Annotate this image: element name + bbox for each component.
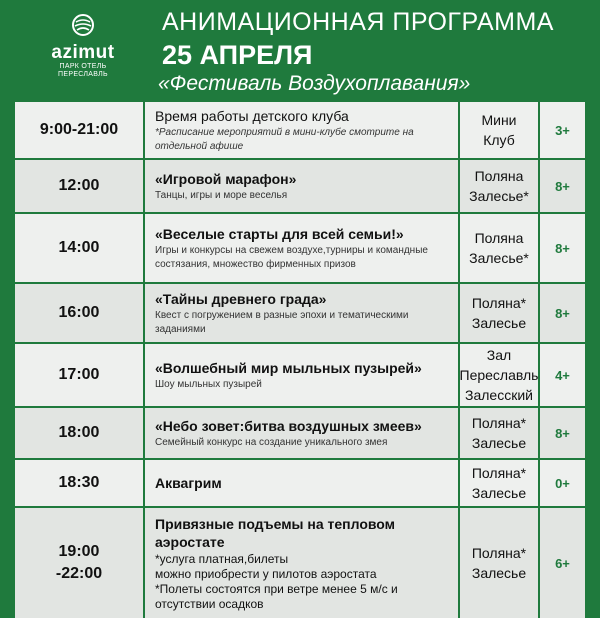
age-rating: 8+ bbox=[540, 284, 585, 342]
festival-name: «Фестиваль Воздухоплавания» bbox=[158, 72, 471, 95]
globe-logo-icon bbox=[72, 14, 94, 36]
event-time: 18:30 bbox=[15, 460, 145, 506]
age-rating: 3+ bbox=[540, 102, 585, 158]
event-subtitle: Семейный конкурс на создание уникального змея bbox=[155, 436, 388, 448]
event-title: «Небо зовет:битва воздушных змеев» bbox=[155, 417, 422, 434]
event-location: Поляна Залесье* bbox=[460, 160, 540, 212]
age-rating: 8+ bbox=[540, 160, 585, 212]
event-time: 9:00-21:00 bbox=[15, 102, 145, 158]
event-description bbox=[145, 160, 460, 212]
age-rating: 6+ bbox=[540, 508, 585, 618]
event-title: Время работы детского клуба bbox=[155, 107, 349, 124]
event-subtitle: Квест с погружением в разные эпохи и тематическими заданиями bbox=[155, 309, 409, 335]
brand-sub-line2: ПЕРЕСЛАВЛЬ bbox=[58, 71, 108, 78]
table-row bbox=[15, 214, 585, 284]
event-location: Зал Переславль Залесский bbox=[460, 344, 540, 406]
event-description bbox=[145, 284, 460, 342]
event-location: Поляна* Залесье bbox=[460, 508, 540, 618]
event-description bbox=[145, 344, 460, 406]
age-rating: 0+ bbox=[540, 460, 585, 506]
table-row bbox=[15, 408, 585, 460]
event-description bbox=[145, 408, 460, 458]
table-row bbox=[15, 284, 585, 344]
table-row bbox=[15, 160, 585, 214]
event-title: «Веселые старты для всей семьи!» bbox=[155, 225, 404, 242]
event-location: Поляна* Залесье bbox=[460, 460, 540, 506]
event-time: 17:00 bbox=[15, 344, 145, 406]
page-title: АНИМАЦИОННАЯ ПРОГРАММА bbox=[162, 8, 554, 36]
event-time: 12:00 bbox=[15, 160, 145, 212]
event-note: *Полеты состоятся при ветре менее 5 м/с и отсутствии осадков bbox=[155, 581, 398, 611]
brand-sub-line1: ПАРК ОТЕЛЬ bbox=[59, 63, 107, 70]
event-description bbox=[145, 460, 460, 506]
event-location: Поляна* Залесье bbox=[460, 284, 540, 342]
event-note: *услуга платная,билеты bbox=[155, 551, 289, 566]
event-subtitle: *Расписание мероприятий в мини-клубе смотрите на отдельной афише bbox=[155, 126, 414, 152]
event-date: 25 АПРЕЛЯ bbox=[162, 40, 313, 70]
hotel-logo bbox=[28, 14, 138, 79]
table-row bbox=[15, 460, 585, 508]
table-row bbox=[15, 508, 585, 618]
event-description bbox=[145, 214, 460, 282]
event-location: Поляна* Залесье bbox=[460, 408, 540, 458]
event-subtitle: Игры и конкурсы на свежем воздухе,турниры и командные состязания, множество фирменных призов bbox=[155, 244, 428, 270]
age-rating: 8+ bbox=[540, 408, 585, 458]
schedule-table bbox=[15, 102, 585, 618]
event-time: 19:00 -22:00 bbox=[15, 508, 145, 618]
age-rating: 8+ bbox=[540, 214, 585, 282]
event-description bbox=[145, 102, 460, 158]
event-subtitle: Шоу мыльных пузырей bbox=[155, 378, 262, 390]
event-subtitle: Танцы, игры и море веселья bbox=[155, 189, 288, 201]
event-time: 16:00 bbox=[15, 284, 145, 342]
event-title: «Волшебный мир мыльных пузырей» bbox=[155, 359, 422, 376]
header bbox=[0, 0, 600, 100]
event-title: «Тайны древнего града» bbox=[155, 290, 327, 307]
event-time: 18:00 bbox=[15, 408, 145, 458]
event-title: Аквагрим bbox=[155, 475, 222, 491]
table-row bbox=[15, 344, 585, 408]
event-description bbox=[145, 508, 460, 618]
age-rating: 4+ bbox=[540, 344, 585, 406]
brand-name: azimut bbox=[51, 42, 115, 63]
event-time: 14:00 bbox=[15, 214, 145, 282]
event-title: Привязные подъемы на тепловом аэростате bbox=[155, 515, 396, 550]
event-location: Мини Клуб bbox=[460, 102, 540, 158]
event-title: «Игровой марафон» bbox=[155, 170, 297, 187]
table-row bbox=[15, 102, 585, 160]
event-note: можно приобрести у пилотов аэростата bbox=[155, 566, 377, 581]
event-location: Поляна Залесье* bbox=[460, 214, 540, 282]
